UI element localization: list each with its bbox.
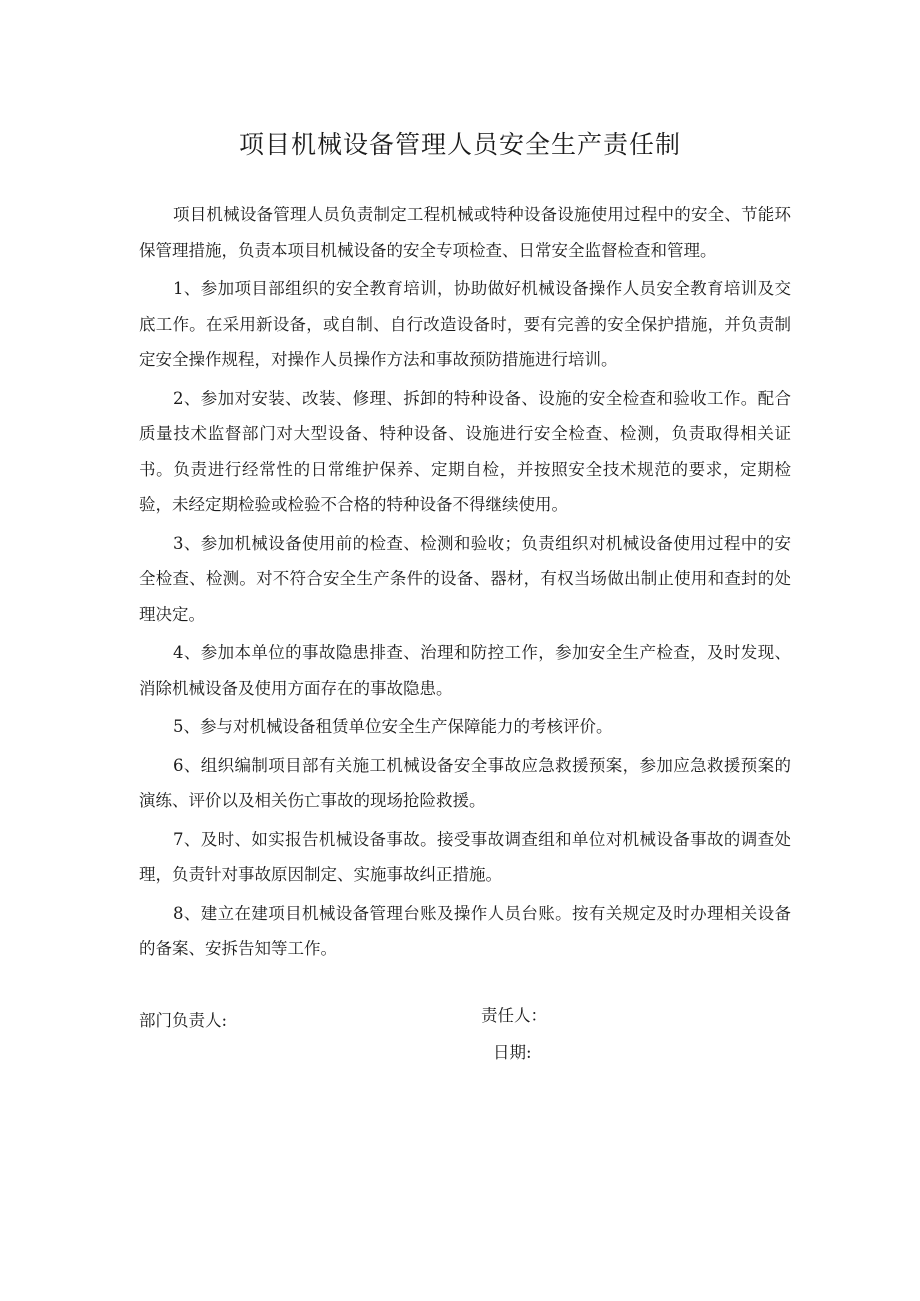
- document-title: 项目机械设备管理人员安全生产责任制: [238, 130, 681, 159]
- clause-2-paragraph: 2、参加对安装、改装、修理、拆卸的特种设备、设施的安全检查和验收工作。配合质量技术监督部门对大型设备、特种设备、设施进行安全检查、检测，负责取得相关证书。负责进行经常性的日常维护保养、定期自检，并按照安全技术规范的要求，定期检验，未经定期检验或检验不合格的特种设备不得继续使用。: [139, 388, 791, 514]
- document-body: [139, 197, 791, 970]
- responsible-person-label: 责任人：: [481, 1006, 547, 1025]
- intro-paragraph: 项目机械设备管理人员负责制定工程机械或特种设备设施使用过程中的安全、节能环保管理措施，负责本项目机械设备的安全专项检查、日常安全监督检查和管理。: [139, 205, 791, 260]
- clause-5-paragraph: 5、参与对机械设备租赁单位安全生产保障能力的考核评价。: [173, 717, 613, 736]
- clause-6-paragraph: 6、组织编制项目部有关施工机械设备安全事故应急救援预案，参加应急救援预案的演练、评价以及相关伤亡事故的现场抢险救援。: [139, 755, 791, 810]
- clause-7-paragraph: 7、及时、如实报告机械设备事故。接受事故调查组和单位对机械设备事故的调查处理，负责针对事故原因制定、实施事故纠正措施。: [139, 829, 791, 884]
- date-label: 日期:: [493, 1043, 532, 1062]
- clause-1-paragraph: 1、参加项目部组织的安全教育培训，协助做好机械设备操作人员安全教育培训及交底工作。在采用新设备，或自制、自行改造设备时，要有完善的安全保护措施，并负责制定安全操作规程，对操作人员操作方法和事故预防措施进行培训。: [139, 279, 791, 369]
- clause-3-paragraph: 3、参加机械设备使用前的检查、检测和验收；负责组织对机械设备使用过程中的安全检查、检测。对不符合安全生产条件的设备、器材，有权当场做出制止使用和查封的处理决定。: [139, 533, 791, 624]
- clause-8-paragraph: 8、建立在建项目机械设备管理台账及操作人员台账。按有关规定及时办理相关设备的备案、安拆告知等工作。: [139, 903, 791, 958]
- clause-4-paragraph: 4、参加本单位的事故隐患排查、治理和防控工作，参加安全生产检查，及时发现、消除机械设备及使用方面存在的事故隐患。: [139, 643, 791, 698]
- department-head-label: 部门负责人:: [139, 1011, 228, 1030]
